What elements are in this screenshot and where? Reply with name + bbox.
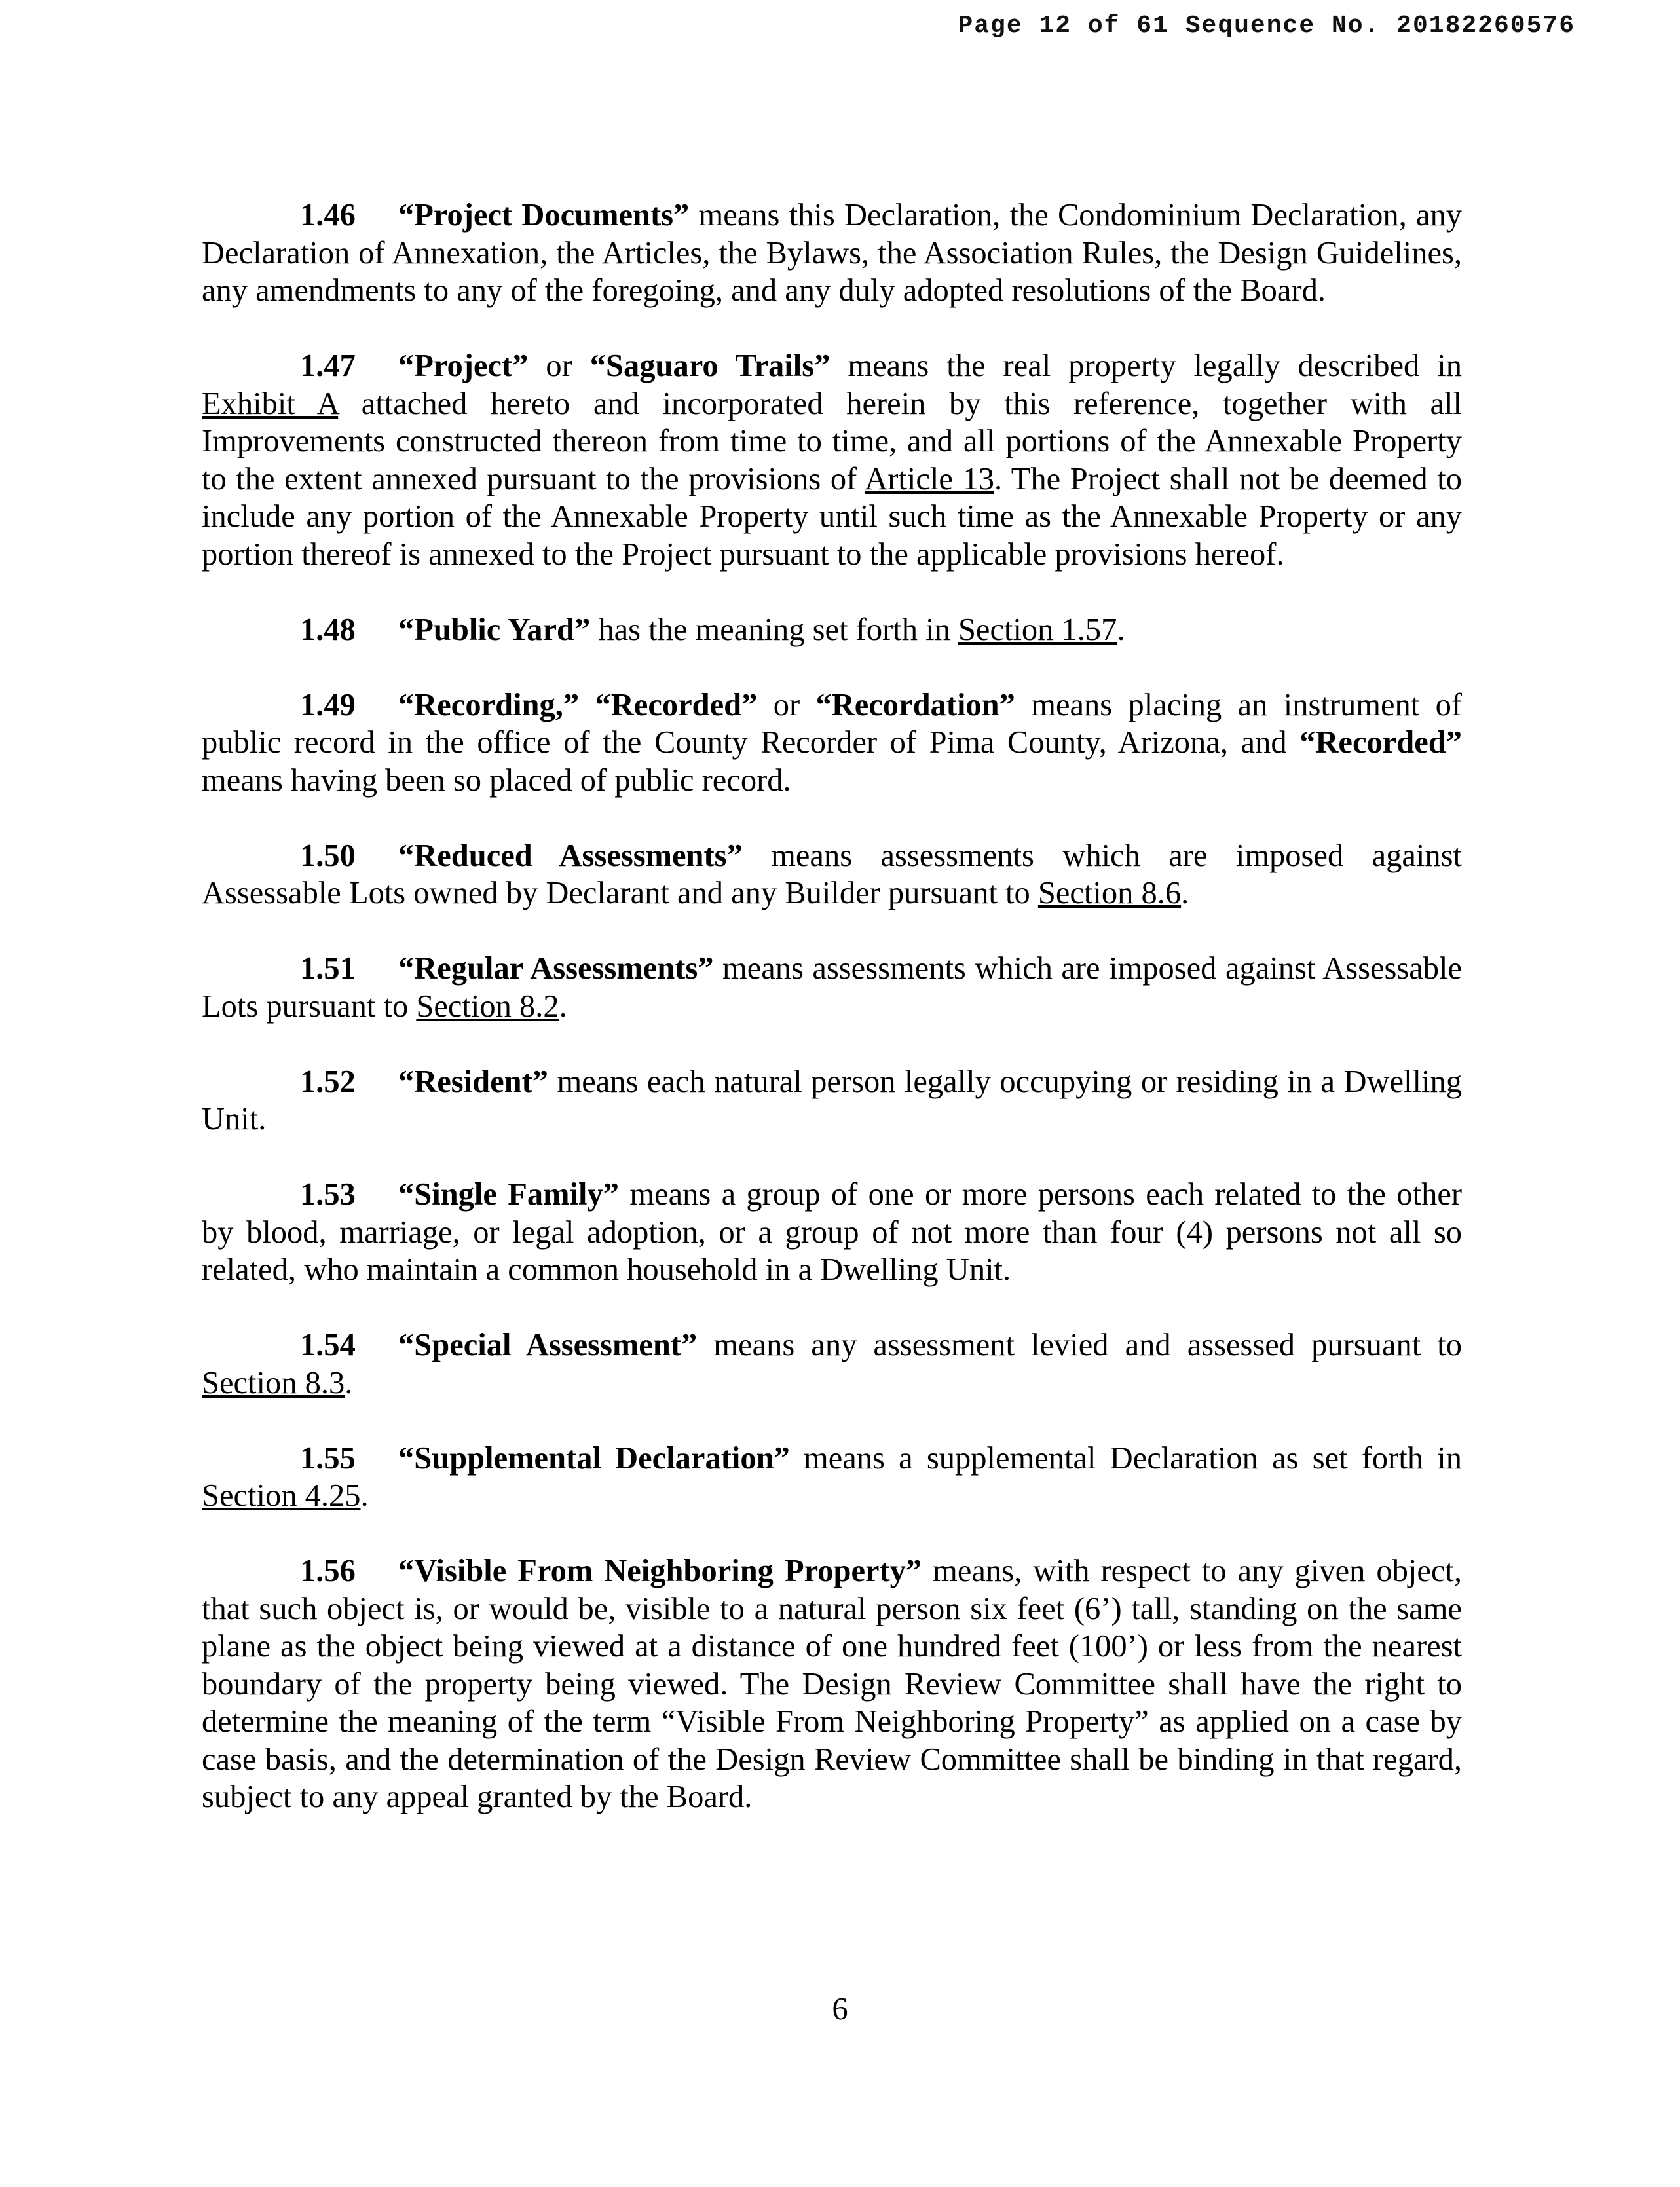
definition-text: means this Declaration, the Condominium Declaration, any Declaration of Annexation, the Articles, the Bylaws, the Association Rules, the Design Guidelines, any amendments to any of the foregoing, and any duly adopted resolutions of the Board. bbox=[202, 198, 1462, 308]
section-number: 1.56 bbox=[300, 1554, 356, 1588]
document-body bbox=[202, 196, 1462, 1854]
definition-1-56 bbox=[202, 1552, 1462, 1816]
page-number: 6 bbox=[832, 1992, 848, 2027]
definition-1-52 bbox=[202, 1063, 1462, 1138]
definition-text: means, with respect to any given object, that such object is, or would be, visible to a natural person six feet (6’) tall, standing on the same plane as the object being viewed at a distance of one hundred feet (100’) or less from the nearest boundary of the property being viewed. The Design Review Committee shall have the right to determine the meaning of the term “Visible From Neighboring Property” as applied on a case by case basis, and the determination of the Design Review Committee shall be binding in that regard, subject to any appeal granted by the Board. bbox=[202, 1554, 1462, 1814]
page-sequence-header: Page 12 of 61 Sequence No. 20182260576 bbox=[958, 12, 1575, 40]
defined-term: “Resident” bbox=[398, 1064, 549, 1099]
exhibit-reference: Exhibit A bbox=[202, 386, 339, 421]
definition-text: . bbox=[360, 1478, 369, 1513]
defined-term-alt: “Recordation” bbox=[815, 687, 1015, 722]
definition-text: has the meaning set forth in bbox=[590, 612, 958, 647]
section-number: 1.54 bbox=[300, 1328, 356, 1362]
definition-1-46 bbox=[202, 196, 1462, 310]
definition-text: . bbox=[1117, 612, 1125, 647]
definition-text: means the real property legally described in bbox=[830, 348, 1463, 383]
definition-1-55 bbox=[202, 1440, 1462, 1515]
defined-term-alt: “Recorded” bbox=[1299, 725, 1462, 760]
definition-1-49 bbox=[202, 686, 1462, 800]
defined-term: “Single Family” bbox=[398, 1177, 619, 1212]
section-number: 1.50 bbox=[300, 838, 356, 873]
section-number: 1.48 bbox=[300, 612, 356, 647]
defined-term: “Recording,” “Recorded” bbox=[398, 687, 758, 722]
definition-text: . bbox=[1181, 876, 1189, 910]
definition-text: means placing an instrument of public record in the office of the County Recorder of Pima County, Arizona, and bbox=[202, 687, 1462, 760]
defined-term: “Project” bbox=[398, 348, 529, 383]
defined-term: “Public Yard” bbox=[398, 612, 591, 647]
definition-text: means each natural person legally occupying or residing in a Dwelling Unit. bbox=[202, 1064, 1462, 1136]
section-number: 1.47 bbox=[300, 348, 356, 383]
section-number: 1.55 bbox=[300, 1440, 356, 1476]
section-number: 1.53 bbox=[300, 1177, 356, 1212]
definition-1-51 bbox=[202, 950, 1462, 1025]
definition-1-50 bbox=[202, 837, 1462, 912]
definition-1-47 bbox=[202, 347, 1462, 573]
section-number: 1.51 bbox=[300, 951, 356, 986]
definition-text: means having been so placed of public record. bbox=[202, 762, 791, 798]
definition-text: means any assessment levied and assessed pursuant to bbox=[697, 1328, 1462, 1362]
definition-text: attached hereto and incorporated herein by this reference, together with all Improvements constructed thereon from time to time, and all portions of the Annexable Property to the extent annexed pursuant to the provisions of bbox=[202, 386, 1462, 496]
section-number: 1.46 bbox=[300, 198, 356, 233]
section-reference: Section 8.3 bbox=[202, 1365, 345, 1400]
section-reference: Section 4.25 bbox=[202, 1478, 361, 1513]
defined-term: “Reduced Assessments” bbox=[398, 838, 743, 873]
defined-term: “Supplemental Declaration” bbox=[398, 1440, 790, 1476]
definition-1-53 bbox=[202, 1176, 1462, 1289]
definition-text: means a group of one or more persons each related to the other by blood, marriage, or legal adoption, or a group of not more than four (4) persons not all so related, who maintain a common household in a Dwelling Unit. bbox=[202, 1177, 1462, 1287]
defined-term: “Regular Assessments” bbox=[398, 951, 714, 986]
definition-text: or bbox=[528, 348, 590, 383]
defined-term: “Project Documents” bbox=[398, 198, 690, 233]
definition-1-54 bbox=[202, 1326, 1462, 1402]
definition-text: or bbox=[757, 687, 816, 722]
section-reference: Section 8.2 bbox=[416, 988, 559, 1024]
definition-text: . bbox=[559, 988, 567, 1024]
defined-term: “Visible From Neighboring Property” bbox=[398, 1554, 922, 1588]
section-number: 1.49 bbox=[300, 687, 356, 722]
definition-text: means assessments which are imposed against Assessable Lots pursuant to bbox=[202, 951, 1462, 1024]
defined-term: “Special Assessment” bbox=[398, 1328, 698, 1362]
section-reference: Section 8.6 bbox=[1037, 876, 1182, 910]
section-number: 1.52 bbox=[300, 1064, 356, 1099]
article-reference: Article 13 bbox=[865, 461, 994, 496]
defined-term-alt: “Saguaro Trails” bbox=[589, 348, 831, 383]
definition-1-48 bbox=[202, 611, 1462, 649]
definition-text: . bbox=[345, 1365, 353, 1400]
definition-text: means assessments which are imposed against Assessable Lots owned by Declarant and any Builder pursuant to bbox=[202, 838, 1463, 910]
definition-text: . The Project shall not be deemed to include any portion of the Annexable Property until such time as the Annexable Property or any portion thereof is annexed to the Project pursuant to the applicable provisions hereof. bbox=[202, 461, 1462, 572]
definition-text: means a supplemental Declaration as set forth in bbox=[789, 1440, 1462, 1476]
section-reference: Section 1.57 bbox=[958, 612, 1117, 647]
